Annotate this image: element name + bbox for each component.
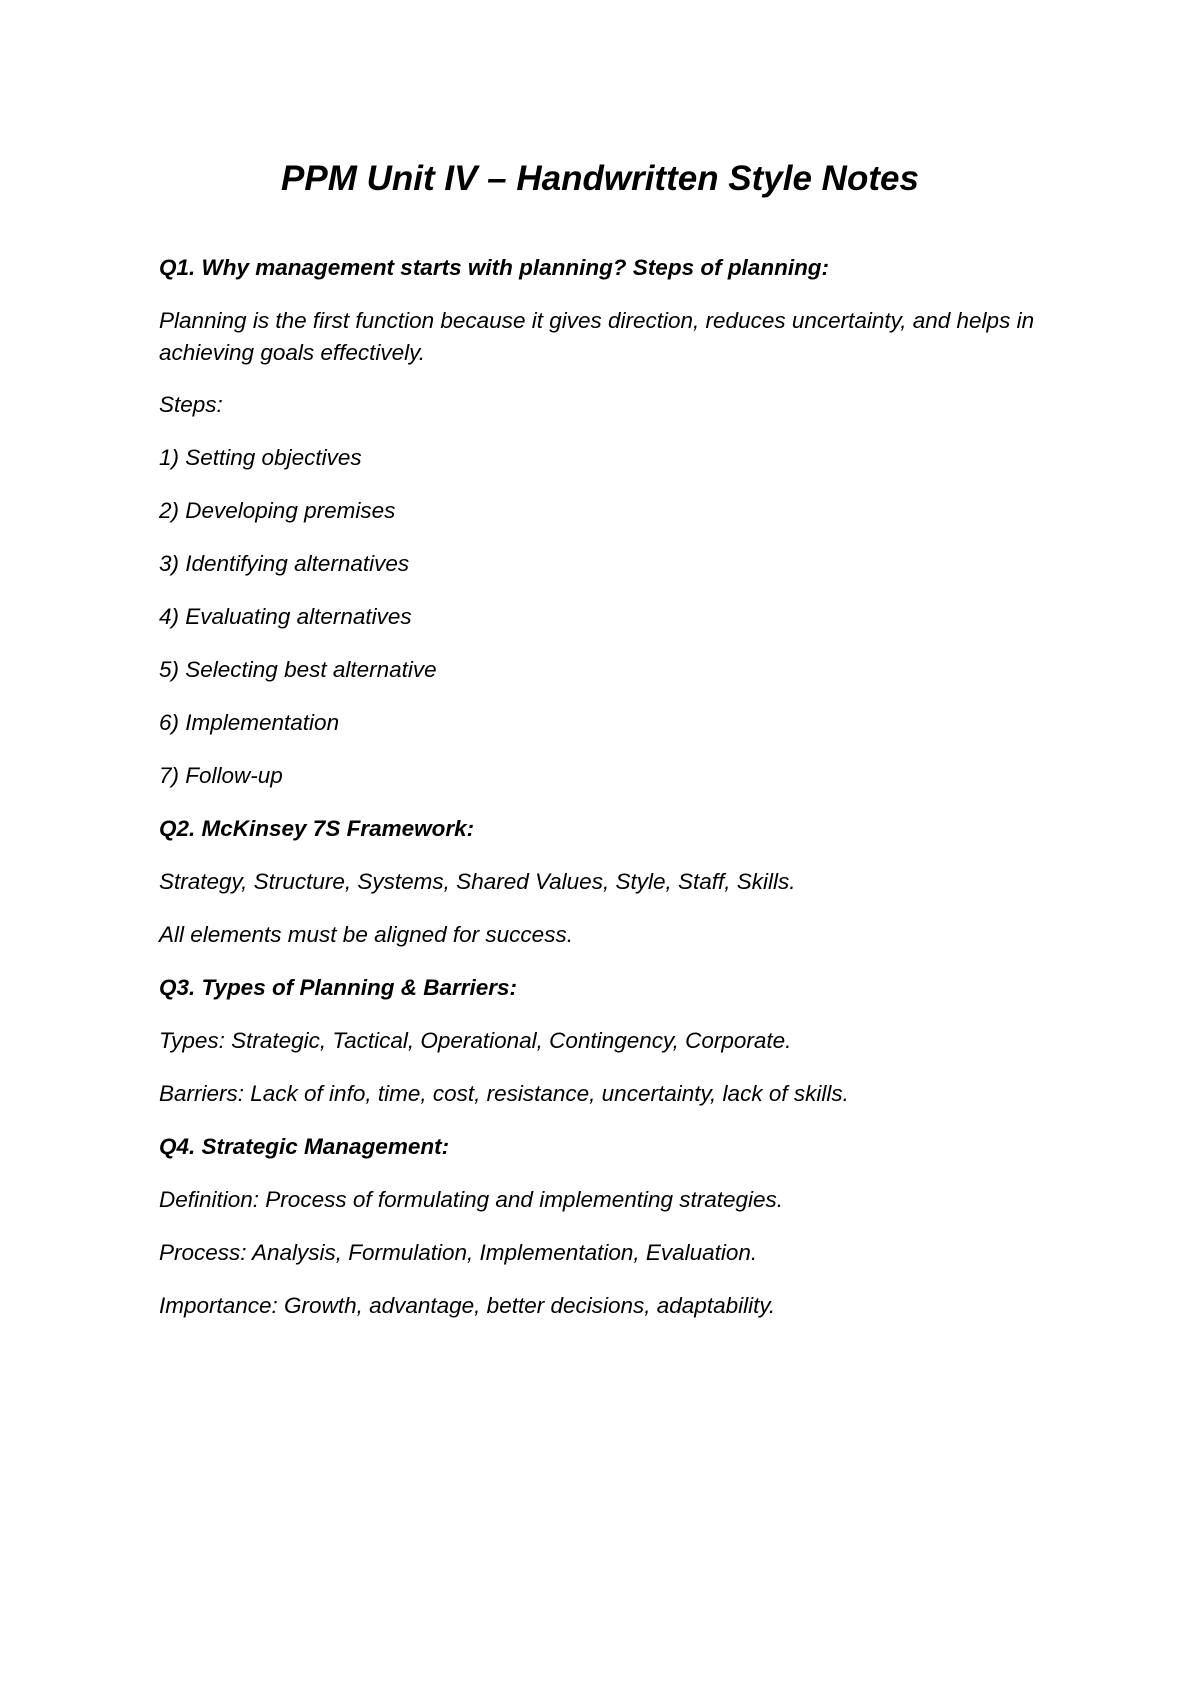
- list-item: 1) Setting objectives: [159, 445, 362, 470]
- section-q1: [159, 252, 1059, 792]
- list-item: 5) Selecting best alternative: [159, 657, 437, 682]
- q1-intro: Planning is the first function because it gives direction, reduces uncertainty, and helps in achieving goals effectively.: [159, 308, 1035, 365]
- page-title: PPM Unit IV – Handwritten Style Notes: [281, 159, 919, 198]
- q1-steps-label: Steps:: [159, 392, 223, 417]
- list-item: 7) Follow-up: [159, 763, 283, 788]
- list-item: 4) Evaluating alternatives: [159, 604, 412, 629]
- notes-body: [159, 252, 1059, 1343]
- q3-barriers: Barriers: Lack of info, time, cost, resistance, uncertainty, lack of skills.: [159, 1081, 849, 1106]
- q3-heading: Q3. Types of Planning & Barriers:: [159, 975, 518, 1000]
- q4-importance: Importance: Growth, advantage, better decisions, adaptability.: [159, 1293, 776, 1318]
- list-item: 2) Developing premises: [159, 498, 396, 523]
- q1-heading: Q1. Why management starts with planning? Steps of planning:: [159, 255, 830, 280]
- section-q3: [159, 972, 1059, 1110]
- q4-process: Process: Analysis, Formulation, Implementation, Evaluation.: [159, 1240, 758, 1265]
- q1-steps-list: [159, 442, 1059, 792]
- list-item: 3) Identifying alternatives: [159, 551, 410, 576]
- q2-elements: Strategy, Structure, Systems, Shared Values, Style, Staff, Skills.: [159, 869, 796, 894]
- q2-heading: Q2. McKinsey 7S Framework:: [159, 816, 475, 841]
- q4-heading: Q4. Strategic Management:: [159, 1134, 450, 1159]
- q4-definition: Definition: Process of formulating and implementing strategies.: [159, 1187, 784, 1212]
- list-item: 6) Implementation: [159, 710, 340, 735]
- section-q2: [159, 813, 1059, 951]
- q2-note: All elements must be aligned for success.: [159, 922, 573, 947]
- section-q4: [159, 1131, 1059, 1322]
- q3-types: Types: Strategic, Tactical, Operational, Contingency, Corporate.: [159, 1028, 792, 1053]
